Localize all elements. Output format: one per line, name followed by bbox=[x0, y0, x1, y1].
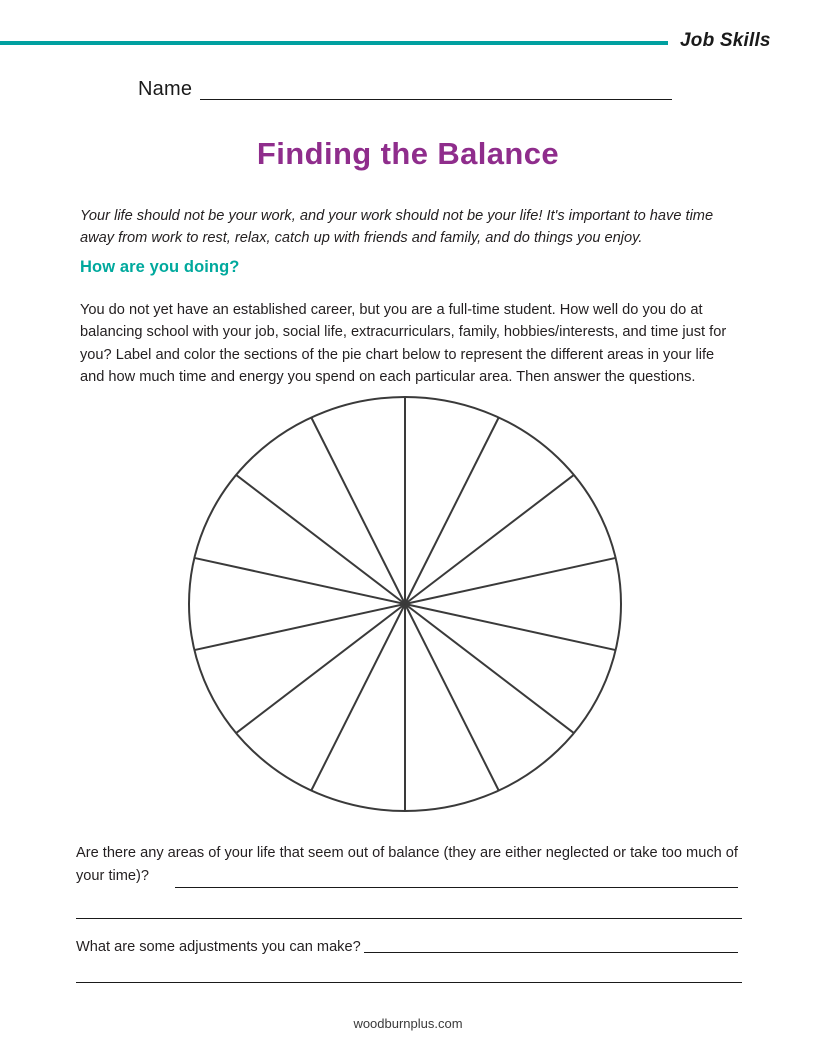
footer-attribution: woodburnplus.com bbox=[353, 1016, 463, 1031]
page-header bbox=[0, 30, 816, 60]
question-2-answer-line-1[interactable] bbox=[364, 952, 738, 953]
pie-chart-svg[interactable] bbox=[186, 393, 624, 817]
question-1-answer-line-2[interactable] bbox=[76, 918, 742, 919]
name-field-row bbox=[138, 78, 678, 104]
worksheet-category-label: Job Skills bbox=[680, 30, 771, 51]
pie-chart[interactable] bbox=[186, 393, 624, 817]
question-2-text: What are some adjustments you can make? bbox=[76, 939, 361, 955]
name-input[interactable] bbox=[200, 99, 672, 100]
intro-paragraph: Your life should not be your work, and your work should not be your life! It's important to have time away from work to rest, relax, catch up with friends and family, and do things you enjoy. bbox=[80, 207, 714, 246]
question-1-text: Are there any areas of your life that seem out of balance (they are either neglected or take too much of your time)? bbox=[76, 845, 738, 884]
section-heading: How are you doing? bbox=[80, 258, 240, 276]
name-label: Name bbox=[138, 78, 193, 100]
question-1-answer-line-1[interactable] bbox=[175, 887, 738, 888]
header-accent-rule bbox=[0, 41, 668, 45]
page-title: Finding the Balance bbox=[256, 136, 560, 171]
section-body-paragraph: You do not yet have an established career, but you are a full-time student. How well do you do at balancing school with your job, social life, extracurriculars, family, hobbies/interests, and time just for you? Label and color the sections of the pie chart below to represent the different areas in your life and how much time and energy you spend on each particular area. Then answer the questions. bbox=[80, 301, 727, 386]
question-2-answer-line-2[interactable] bbox=[76, 982, 742, 983]
